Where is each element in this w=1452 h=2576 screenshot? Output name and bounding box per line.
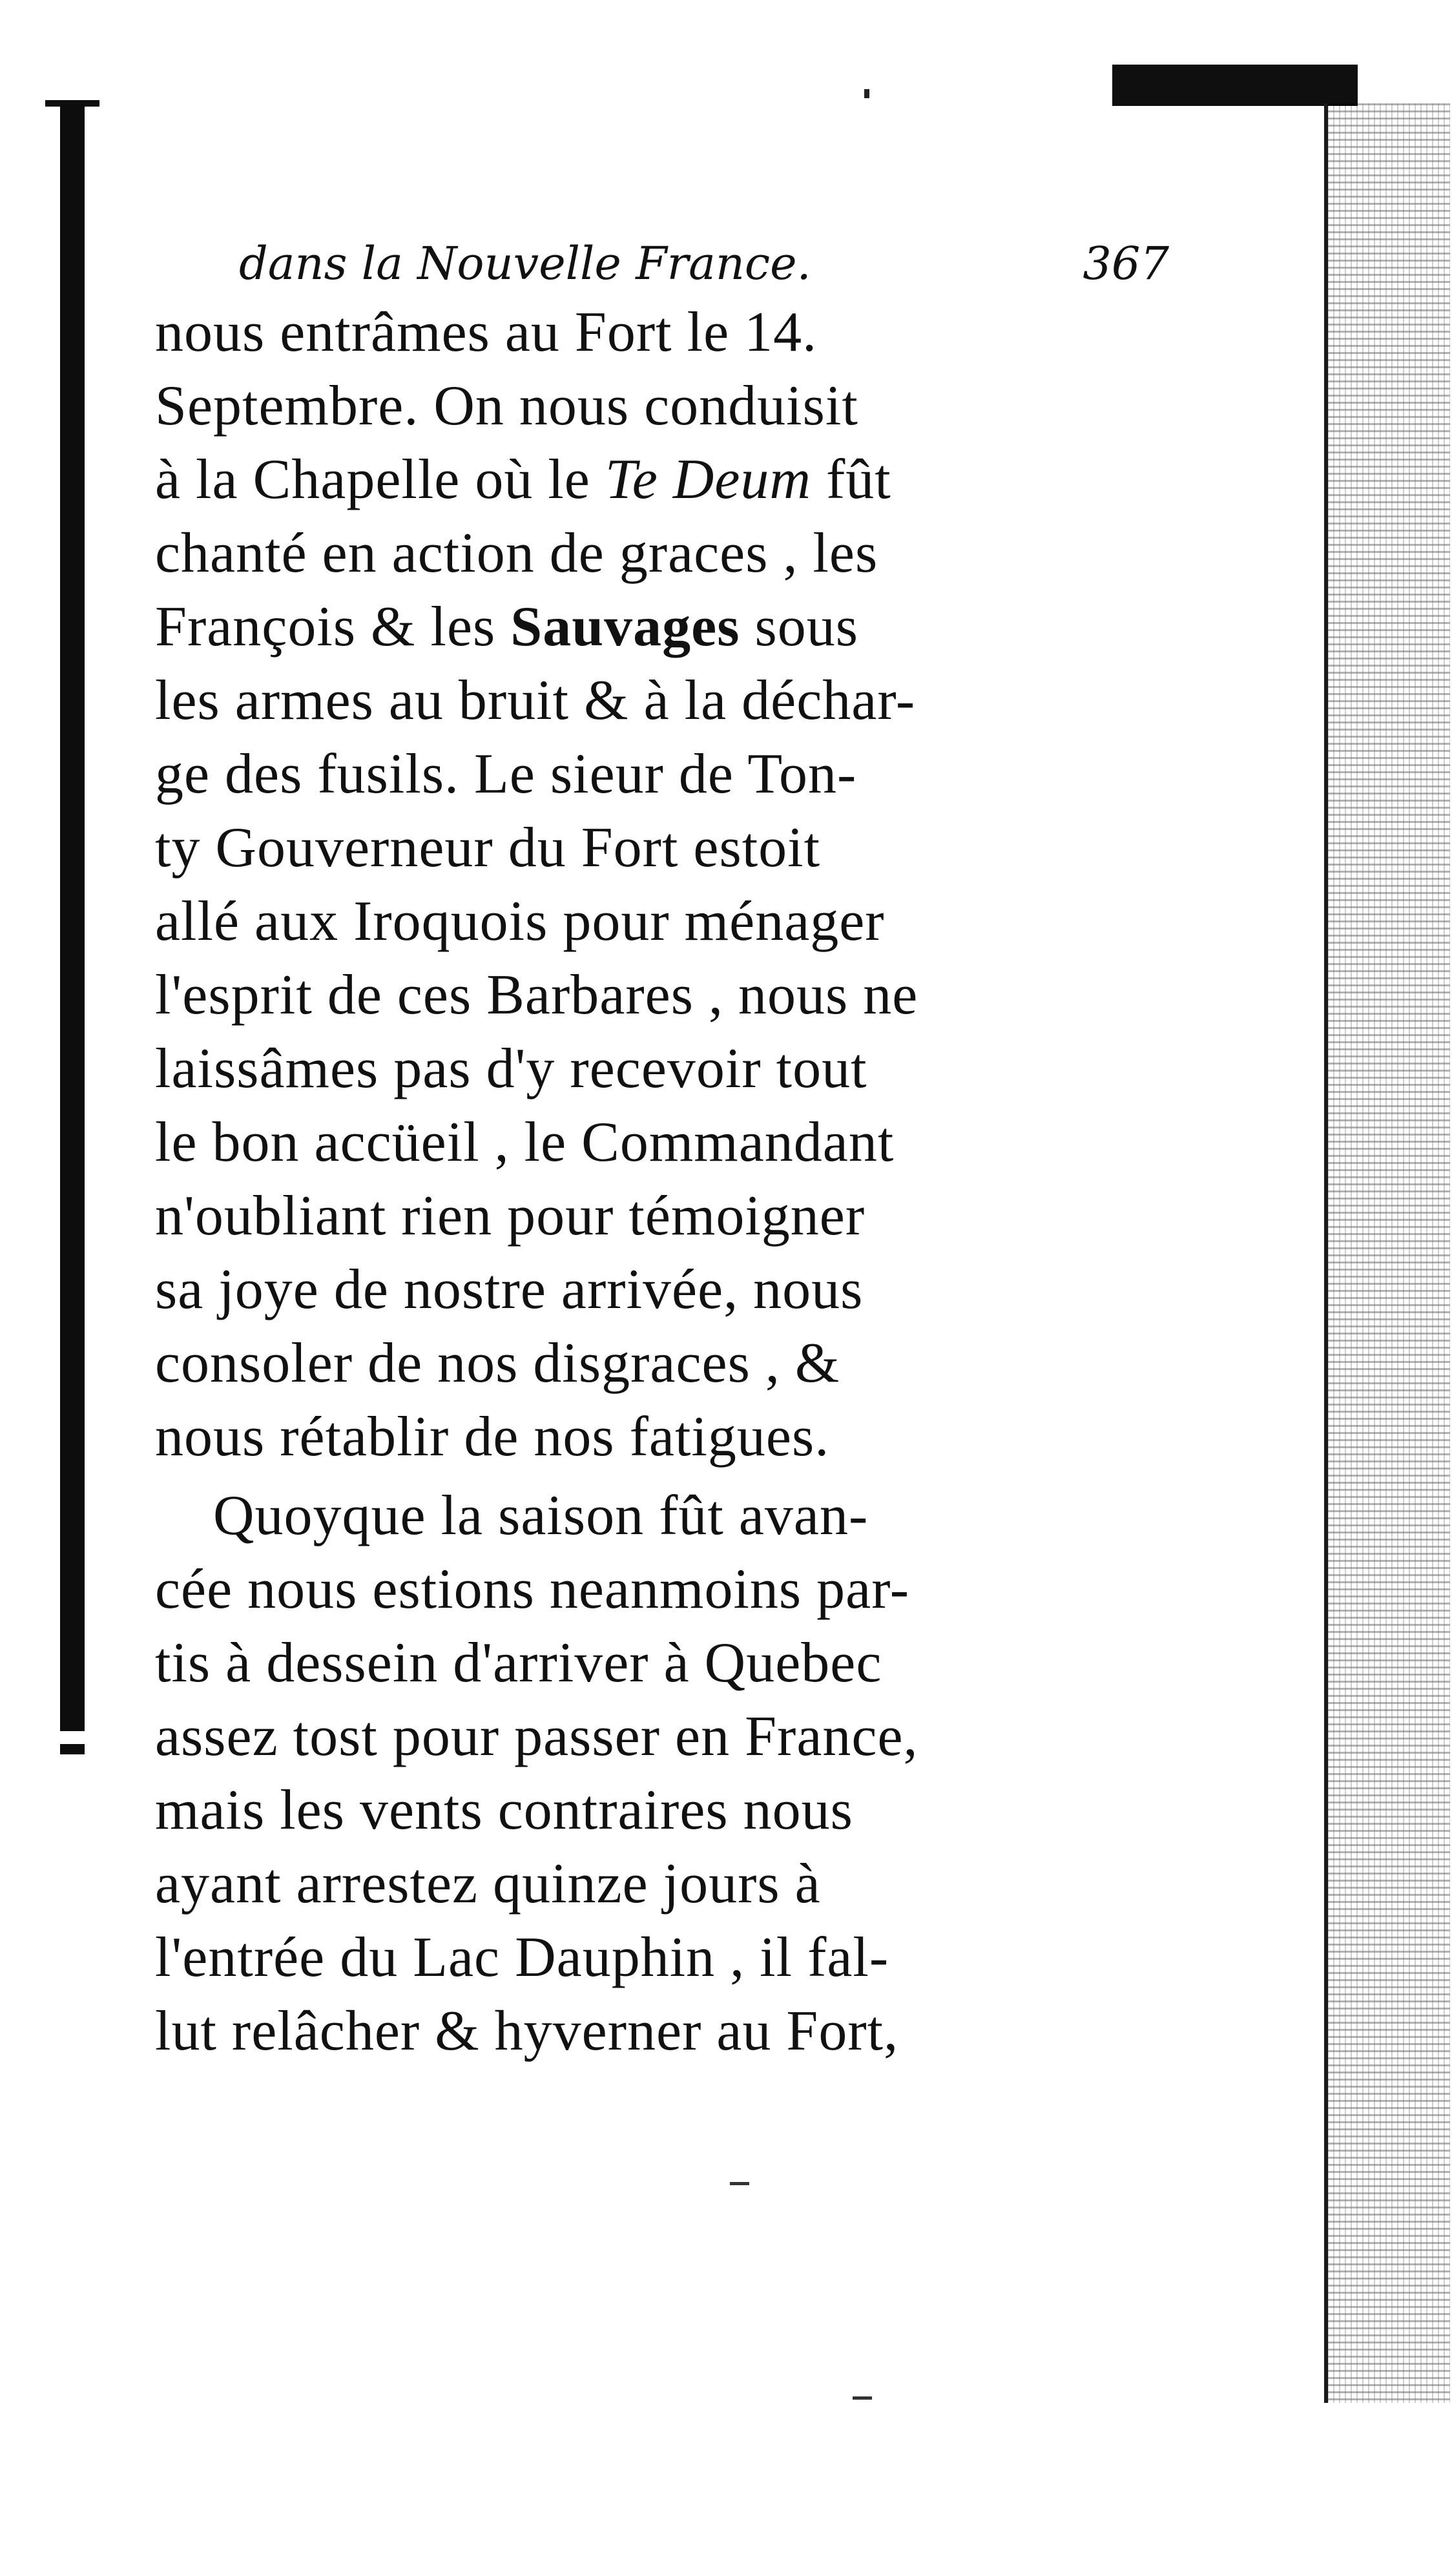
ink-speck [853,2396,872,2400]
text-line: cée nous estions neanmoins par- [155,1558,910,1621]
text-line: mais les vents contraires nous [155,1779,853,1842]
binding-rule [60,103,85,1731]
text-line [155,590,1176,664]
text-line: chanté en action de graces , les [155,522,878,585]
adjacent-page-edge [1327,103,1450,2403]
text-line: nous entrâmes au Fort le 14. [155,301,818,364]
running-title: dans la Nouvelle France. [239,237,811,290]
text-run: François & les [155,596,511,658]
text-line [155,443,1176,517]
bold-word: Sauvages [510,596,740,658]
text-line: l'esprit de ces Barbares , nous ne [155,964,918,1026]
text-line: les armes au bruit & à la déchar- [155,669,916,732]
text-line: Septembre. On nous conduisit [155,375,858,437]
text-line: l'entrée du Lac Dauphin , il fal- [155,1926,889,1989]
text-line: nous rétablir de nos fatigues. [155,1406,830,1468]
text-line: ty Gouverneur du Fort estoit [155,816,821,879]
ink-speck [864,89,869,98]
text-line: allé aux Iroquois pour ménager [155,890,885,953]
text-line: ayant arrestez quinze jours à [155,1853,821,1915]
text-run: fût [811,448,891,511]
adjacent-page-edge-top [1112,65,1358,106]
running-head [239,231,1169,296]
text-line: sa joye de nostre arrivée, nous [155,1258,864,1321]
italic-phrase: Te Deum [605,448,811,511]
page-number: 367 [1083,237,1169,290]
text-line: laissâmes pas d'y recevoir tout [155,1037,867,1100]
text-line: ge des fusils. Le sieur de Ton- [155,743,857,805]
text-line: le bon accüeil , le Commandant [155,1111,895,1174]
text-line: n'oubliant rien pour témoigner [155,1185,866,1247]
binding-rule-foot [60,1744,85,1754]
ink-speck [730,2182,749,2185]
paragraph-first-line: Quoyque la saison fût avan- [213,1484,869,1547]
text-line: lut relâcher & hyverner au Fort, [155,2000,899,2062]
text-line: tis à dessein d'arriver à Quebec [155,1632,882,1694]
text-line: assez tost pour passer en France, [155,1705,918,1768]
body-text [155,296,1176,2068]
text-run: sous [740,596,858,658]
text-run: à la Chapelle où le [155,448,605,511]
text-line: consoler de nos disgraces , & [155,1332,840,1395]
